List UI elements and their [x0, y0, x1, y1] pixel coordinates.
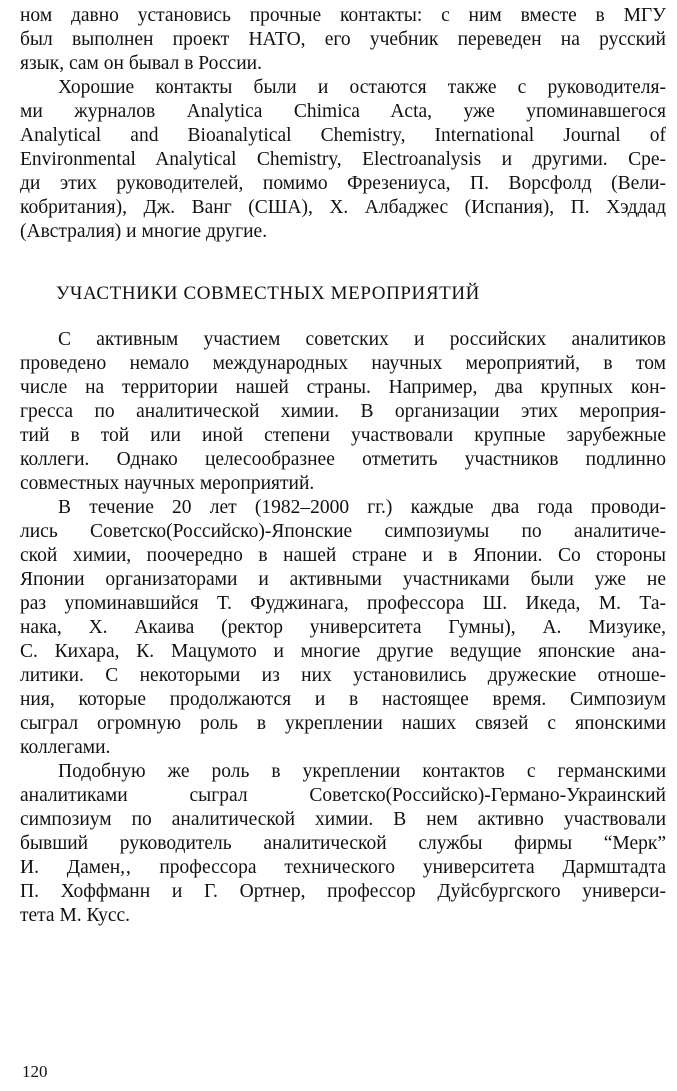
paragraph-journals: [20, 76, 666, 244]
text-line: совместных научных мероприятий.: [20, 473, 315, 494]
page-number: 120: [22, 1062, 48, 1081]
paragraph-events: [20, 328, 666, 496]
text-line: ской химии, поочередно в нашей стране и в Японии. Со стороны: [20, 545, 666, 566]
text-line: П. Хоффманн и Г. Ортнер, профессор Дуйсбургского универси-: [20, 881, 666, 902]
text-line: (Австралия) и многие другие.: [20, 221, 268, 242]
text-line: И. Дамен,‚ профессора технического университета Дармштадта: [20, 857, 666, 878]
text-line: проведено немало международных научных мероприятий, в том: [20, 353, 666, 374]
text-line: С. Кихара, К. Мацумото и многие другие ведущие японские ана-: [20, 641, 666, 662]
text-line: тий в той или иной степени участвовали крупные зарубежные: [20, 425, 666, 446]
text-line: Analytical and Bioanalytical Chemistry, International Journal of: [20, 125, 666, 146]
bottom-text-block: [20, 328, 666, 928]
text-line: коллеги. Однако целесообразнее отметить участников подлинно: [20, 449, 666, 470]
text-line: Японии организаторами и активными участниками были уже не: [20, 569, 666, 590]
text-line: С активным участием советских и российских аналитиков: [58, 329, 666, 350]
section-heading: УЧАСТНИКИ СОВМЕСТНЫХ МЕРОПРИЯТИЙ: [56, 283, 480, 304]
text-line: был выполнен проект НАТО, его учебник переведен на русский: [20, 29, 666, 50]
text-line: Подобную же роль в укреплении контактов с германскими: [58, 761, 666, 782]
paragraph-german-symposium: [20, 760, 666, 928]
text-line: Хорошие контакты были и остаются также с руководителя-: [58, 77, 666, 98]
text-line: ди этих руководителей, помимо Фрезениуса, П. Ворсфолд (Вели-: [20, 173, 666, 194]
text-line: сыграл огромную роль в укреплении наших связей с японскими: [20, 713, 666, 734]
text-line: гресса по аналитической химии. В организации этих мероприя-: [20, 401, 666, 422]
text-line: ния, которые продолжаются и в настоящее время. Симпозиум: [20, 689, 666, 710]
text-line: литики. С некоторыми из них установились дружеские отноше-: [20, 665, 666, 686]
text-line: язык, сам он бывал в России.: [20, 53, 262, 74]
text-line: раз упоминавшийся Т. Фуджинага, профессора Ш. Икеда, М. Та-: [20, 593, 666, 614]
text-line: кобритания), Дж. Ванг (США), Х. Албаджес (Испания), П. Хэддад: [20, 197, 666, 218]
text-line: тета М. Кусс.: [20, 905, 131, 926]
text-line: симпозиум по аналитической химии. В нем активно участвовали: [20, 809, 666, 830]
text-line: Environmental Analytical Chemistry, Electroanalysis и другими. Сре-: [20, 149, 666, 170]
text-line: лись Советско(Российско)-Японские симпозиумы по аналитиче-: [20, 521, 666, 542]
top-text-block: [20, 4, 666, 244]
text-line: коллегами.: [20, 737, 111, 758]
text-line: бывший руководитель аналитической службы фирмы “Мерк”: [20, 833, 666, 854]
text-line: аналитиками сыграл Советско(Российско)-Германо-Украинский: [20, 785, 666, 806]
text-line: ном давно установись прочные контакты: с ним вместе в МГУ: [20, 5, 666, 26]
text-line: числе на территории нашей страны. Например, два крупных кон-: [20, 377, 666, 398]
text-line: ми журналов Analytica Chimica Acta, уже упоминавшегося: [20, 101, 666, 122]
text-line: нака, Х. Акаива (ректор университета Гумны), А. Мизуике,: [20, 617, 666, 638]
text-line: В течение 20 лет (1982–2000 гг.) каждые два года проводи-: [58, 497, 666, 518]
paragraph-continuation: [20, 4, 666, 76]
paragraph-japan-symposia: [20, 496, 666, 760]
